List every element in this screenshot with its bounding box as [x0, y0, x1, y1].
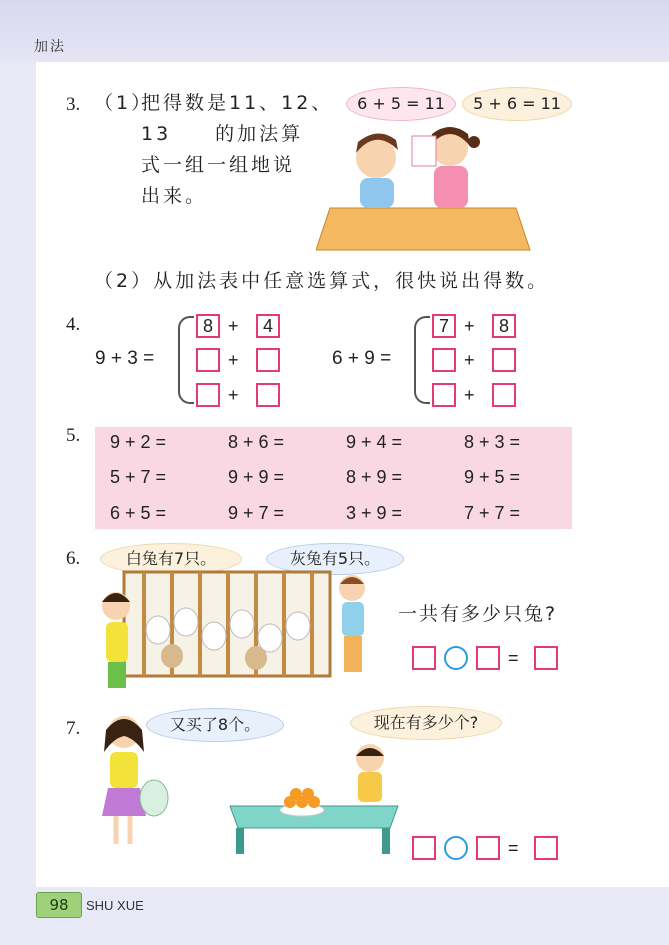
question-3-line-2: 13 的加法算 [141, 123, 304, 145]
q6-answer-box-result[interactable] [534, 646, 558, 670]
speech-bubble-bought-more-text: 又买了8个。 [169, 715, 261, 734]
q6-answer-box-2[interactable] [476, 646, 500, 670]
q4-right-plus-3: + [464, 385, 475, 405]
exercise-cell: 8 + 3 = [464, 432, 521, 452]
question-5-number: 5. [66, 425, 81, 446]
exercise-cell: 9 + 5 = [464, 467, 521, 487]
q4-left-plus-2: + [228, 350, 239, 370]
q6-answer-box-1[interactable] [412, 646, 436, 670]
speech-bubble-girl-text: 5 + 6 = 11 [473, 94, 561, 113]
q4-left-box-2b[interactable] [256, 348, 280, 372]
q4-left-plus-3: + [228, 385, 239, 405]
speech-bubble-how-many-text: 现在有多少个? [373, 713, 479, 732]
question-3-line-4: 出来。 [141, 185, 208, 207]
table-with-oranges-illustration [222, 736, 402, 860]
speech-bubble-how-many [350, 706, 502, 740]
section-title: 加法 [34, 39, 66, 55]
q4-right-plus-2: + [464, 350, 475, 370]
q7-answer-box-2[interactable] [476, 836, 500, 860]
header-band [0, 0, 669, 62]
exercise-cell: 3 + 9 = [346, 503, 403, 523]
exercise-cell: 8 + 6 = [228, 432, 285, 452]
question-3-line-1: 把得数是11、12、 [141, 92, 334, 114]
question-3-number: 3. [66, 94, 81, 115]
question-3-part2: （2）从加法表中任意选算式，很快说出得数。 [94, 270, 550, 292]
q6-equals-sign: = [508, 648, 519, 668]
q4-right-brace [414, 316, 430, 404]
q6-operator-circle[interactable] [444, 646, 468, 670]
speech-bubble-white-rabbits-text: 白兔有7只。 [125, 549, 217, 568]
q4-right-box-2a[interactable] [432, 348, 456, 372]
girl-with-bag-illustration [94, 708, 174, 852]
q4-left-box-1b[interactable]: 4 [256, 314, 280, 338]
exercise-cell: 8 + 9 = [346, 467, 403, 487]
children-at-desk-illustration [316, 118, 532, 252]
q7-equals-sign: = [508, 838, 519, 858]
question-7-number: 7. [66, 718, 81, 739]
q4-left-brace [178, 316, 194, 404]
q7-answer-box-1[interactable] [412, 836, 436, 860]
speech-bubble-girl [462, 87, 572, 121]
footer-band [0, 887, 669, 945]
q4-left-plus-1: + [228, 316, 239, 336]
speech-bubble-gray-rabbits-text: 灰兔有5只。 [289, 549, 381, 568]
q4-left-box-1a[interactable]: 8 [196, 314, 220, 338]
exercise-cell: 5 + 7 = [110, 467, 167, 487]
speech-bubble-boy [346, 87, 456, 121]
q4-left-expression: 9 + 3 = [95, 348, 155, 369]
q4-right-box-3a[interactable] [432, 383, 456, 407]
exercise-cell: 9 + 2 = [110, 432, 167, 452]
question-6-prompt: 一共有多少只兔? [398, 603, 558, 625]
q4-right-box-2b[interactable] [492, 348, 516, 372]
question-4-number: 4. [66, 314, 81, 335]
exercise-cell: 7 + 7 = [464, 503, 521, 523]
q4-left-box-3a[interactable] [196, 383, 220, 407]
q4-left-box-3b[interactable] [256, 383, 280, 407]
page-number: 98 [36, 892, 82, 918]
question-6-number: 6. [66, 548, 81, 569]
q4-right-plus-1: + [464, 316, 475, 336]
q4-right-box-1a[interactable]: 7 [432, 314, 456, 338]
exercise-cell: 9 + 4 = [346, 432, 403, 452]
exercise-cell: 9 + 7 = [228, 503, 285, 523]
q4-right-box-3b[interactable] [492, 383, 516, 407]
q4-right-expression: 6 + 9 = [332, 348, 392, 369]
q7-answer-box-result[interactable] [534, 836, 558, 860]
speech-bubble-boy-text: 6 + 5 = 11 [357, 94, 445, 113]
exercise-cell: 9 + 9 = [228, 467, 285, 487]
q4-left-box-2a[interactable] [196, 348, 220, 372]
rabbit-cage-illustration [94, 566, 382, 698]
exercise-cell: 6 + 5 = [110, 503, 167, 523]
question-3-line-3: 式一组一组地说 [141, 154, 296, 176]
q7-operator-circle[interactable] [444, 836, 468, 860]
q4-right-box-1b[interactable]: 8 [492, 314, 516, 338]
subject-label: SHU XUE [86, 898, 144, 913]
question-3-part1-tag: （1） [94, 92, 154, 114]
